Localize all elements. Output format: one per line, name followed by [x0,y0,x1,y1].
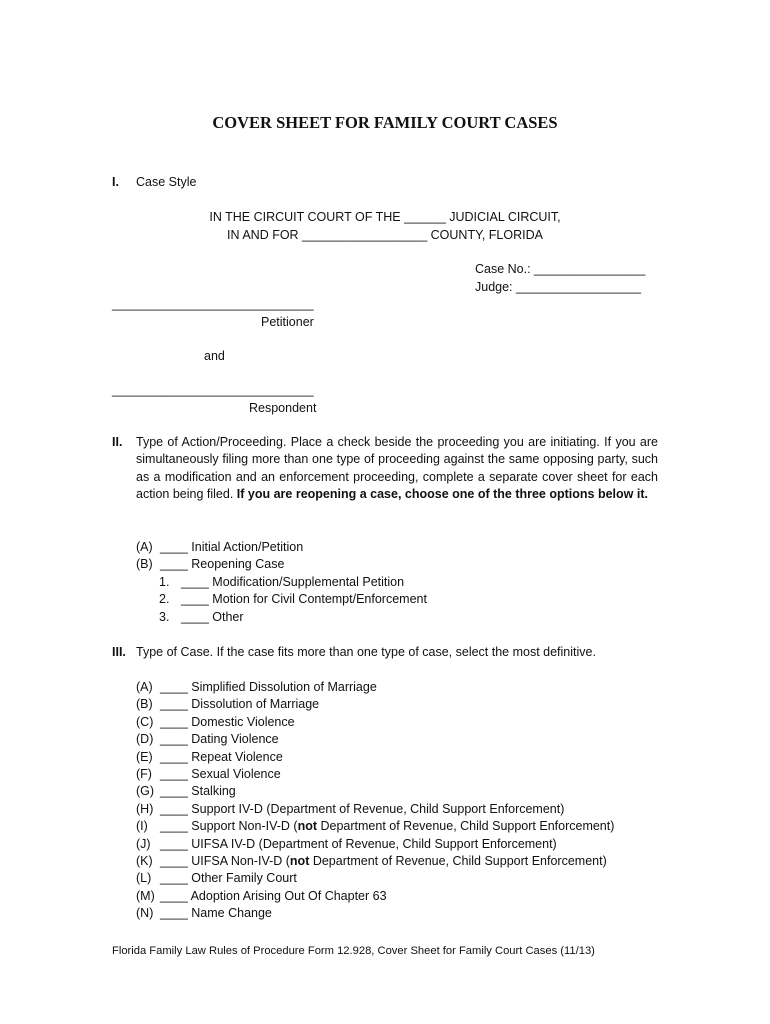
option-label-pre: ____ Dating Violence [160,732,279,747]
case-number-field[interactable]: Case No.: ________________ [475,262,646,276]
option-label-pre: ____ Sexual Violence [160,767,281,781]
option-label [160,837,557,851]
option-key: (N) [136,906,154,921]
option-label [160,906,272,920]
sub-option-label: ____ Other [181,609,244,624]
option-label-pre: ____ Name Change [160,906,272,921]
option-label-pre: ____ Other Family Court [160,871,297,886]
option-label-pre: ____ Adoption Arising Out Of Chapter 63 [160,888,387,903]
respondent-name-line[interactable]: _____________________________ [112,383,314,397]
option-key: (J) [136,836,151,851]
court-line-1: IN THE CIRCUIT COURT OF THE ______ JUDICIAL CIRCUIT, [209,210,561,224]
option-label-post: Department of Revenue, Child Support Enforcement) [317,819,615,834]
option-label-pre: ____ UIFSA Non-IV-D ( [160,854,290,868]
option-label [160,715,295,729]
section-3-number: III. [112,645,126,659]
option-label-post: Department of Revenue, Child Support Enforcement) [309,854,607,868]
option-key: (B) [136,557,153,572]
section-2-instructions [136,434,658,504]
option-label-bold: not [289,854,310,868]
sub-option-key: 2. [159,592,170,607]
option-label [160,732,279,746]
option-key: (F) [136,767,152,781]
section-2-text: Type of Action/Proceeding. Place a check beside the proceeding you are initiating. If you are simultaneously filing more than one type of proceeding against the same opposing party, such as a modification and an enforcement proceeding, complete a separate cover sheet for each action being filed. [136,435,658,502]
option-label [160,680,377,694]
option-label [160,819,614,833]
option-label-pre: ____ Domestic Violence [160,714,295,729]
option-label [160,854,607,868]
option-key: (H) [136,801,154,816]
judge-field[interactable]: Judge: __________________ [475,280,642,294]
section-2-bold-text: If you are reopening a case, choose one of the three options below it. [236,487,648,502]
option-key: (M) [136,888,155,903]
option-label-pre: ____ Support Non-IV-D ( [160,819,298,834]
and-label: and [204,349,225,363]
option-label [160,889,387,903]
option-label-bold: not [297,819,318,834]
option-key: (I) [136,819,148,834]
option-key: (A) [136,540,153,554]
option-label [160,767,281,781]
option-key: (C) [136,714,154,729]
section-1-heading: Case Style [136,175,197,189]
option-key: (L) [136,871,152,886]
petitioner-label: Petitioner [261,315,314,329]
footer: Florida Family Law Rules of Procedure Form 12.928, Cover Sheet for Family Court Cases (11/13) [112,945,595,957]
option-label-pre: ____ UIFSA IV-D (Department of Revenue, Child Support Enforcement) [160,836,557,851]
option-key: (B) [136,697,153,712]
option-label [160,784,236,798]
option-key: (E) [136,749,153,764]
court-line-2: IN AND FOR __________________ COUNTY, FLORIDA [227,228,543,242]
section-2-number: II. [112,435,123,449]
option-label: ____ Initial Action/Petition [160,540,304,554]
option-label-pre: ____ Support IV-D (Department of Revenue, Child Support Enforcement) [160,801,565,816]
option-label-pre: ____ Repeat Violence [160,749,283,764]
option-label-pre: ____ Stalking [160,784,236,799]
option-label [160,697,319,711]
sub-option-key: 3. [159,609,170,624]
option-key: (D) [136,732,154,747]
sub-option-label: ____ Motion for Civil Contempt/Enforcement [181,592,427,607]
section-1-number: I. [112,175,119,189]
petitioner-name-line[interactable]: _____________________________ [112,297,314,311]
option-label-pre: ____ Dissolution of Marriage [160,697,320,712]
respondent-label: Respondent [249,401,317,415]
option-key: (G) [136,784,155,799]
option-key: (A) [136,680,153,694]
sub-option-label: ____ Modification/Supplemental Petition [181,574,405,589]
option-label [160,871,297,885]
option-label-pre: ____ Simplified Dissolution of Marriage [160,680,377,694]
option-label [160,802,564,816]
sub-option-key: 1. [159,574,170,589]
option-key: (K) [136,854,153,868]
option-label: ____ Reopening Case [160,557,285,572]
section-3-instructions: Type of Case. If the case fits more than one type of case, select the most definitive. [136,645,596,659]
form-title: COVER SHEET FOR FAMILY COURT CASES [212,113,558,132]
option-label [160,750,283,764]
